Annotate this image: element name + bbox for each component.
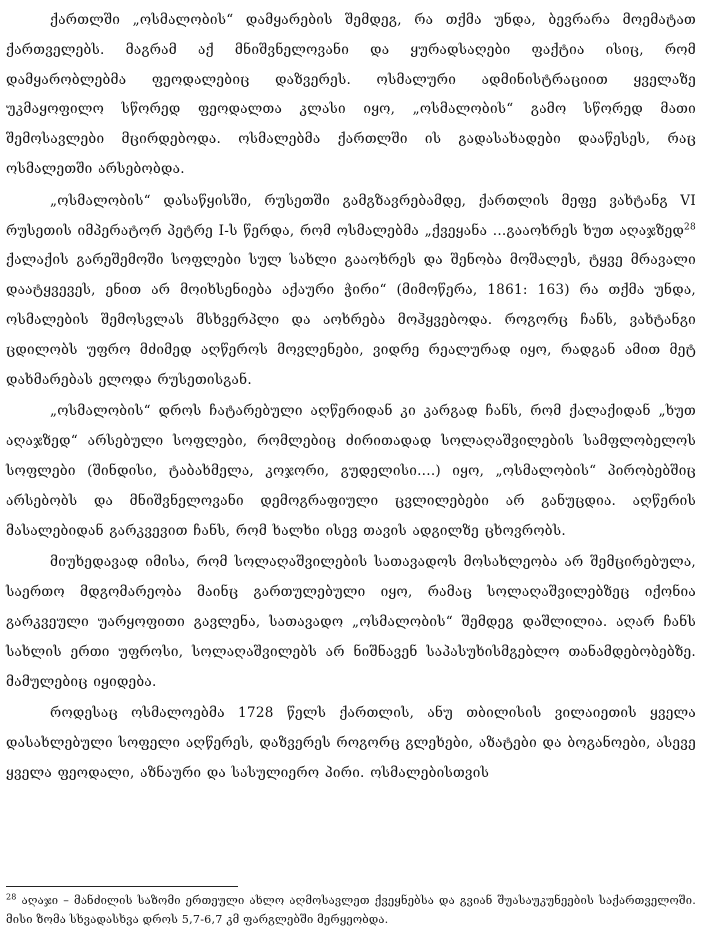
paragraph-2-text-before: „ოსმალობის“ დასაწყისში, რუსეთში გამგზავრებამდე, ქართლის მეფე ვახტანგ VI რუსეთის იმპერატორ პეტრე I-ს წერდა, რომ ოსმალებმა „ქვეყანა ...გააოხრეს ხუთ აღაჯზედ bbox=[6, 192, 696, 239]
paragraph-2-text-after: ქალაქის გარეშემოში სოფლები სულ სახლი გააოხრეს და შენობა მოშალეს, ტყვე მრავალი დაატყვევეს, ენით არ მოიხსენიება აქაური ჭირი“ (მიმოწერა, 1861: 163) რა თქმა უნდა, ოსმალების შემოსვლას მსხვერპლი და აოხრება მოჰყვებოდა. როგორც ჩანს, ვახტანგი ცდილობს უფრო მძიმედ აღწეროს მოვლენები, ვიდრე რეალურად იყო, რადგან ამით მეტ დახმარებას ელოდა რუსეთისგან. bbox=[6, 252, 696, 388]
paragraph-5 bbox=[6, 699, 696, 788]
paragraph-4 bbox=[6, 548, 696, 697]
footnote bbox=[6, 891, 696, 929]
paragraph-4-text: მიუხედავად იმისა, რომ სოლაღაშვილების სათავადოს მოსახლეობა არ შემცირებულა, საერთო მდგომარეობა მაინც გართულებული იყო, რამაც სოლაღაშვილებზეც იქონია გარკვეული უარყოფითი გავლენა, სათავადო „ოსმალობის“ შემდეგ დაშლილია. აღარ ჩანს სახლის ერთი უფროსი, სოლაღაშვილებს არ ნიშნავენ საპასუხისმგებლო თანამდებობებზე. მამულებიც იყიდება. bbox=[6, 554, 696, 690]
footnote-text: აღაჯი – მანძილის საზომი ერთეული ახლო აღმოსავლეთ ქვეყნებსა და გვიან შუასაუკუნეების საქართველოში. მისი ზომა სხვადასხვა დროს 5,7-6,7 კმ ფარგლებში მერყეობდა. bbox=[6, 894, 696, 926]
paragraph-5-text: როდესაც ოსმალოებმა 1728 წელს ქართლის, ანუ თბილისის ვილაიეთის ყველა დასახლებული სოფელი აღწერეს, დაზვერეს როგორც გლეხები, აზატები და ბოგანოები, ასევე ყველა ფეოდალი, აზნაური და სასულიერო პირი. ოსმალებისთვის bbox=[6, 705, 696, 781]
footnote-mark: 28 bbox=[6, 892, 17, 902]
footnote-reference[interactable]: 28 bbox=[684, 222, 696, 233]
footnote-divider bbox=[6, 886, 238, 887]
paragraph-2 bbox=[6, 187, 696, 396]
body-text bbox=[6, 6, 696, 791]
paragraph-1-text: ქართლში „ოსმალობის“ დამყარების შემდეგ, რა თქმა უნდა, ბევრარა მოემატათ ქართველებს. მაგრამ აქ მნიშვნელოვანი და ყურადსაღები ფაქტია ისიც, რომ დამყარობლებმა ფეოდალებიც დაზვერეს. ოსმალური ადმინისტრაციით ყველაზე უკმაყოფილო სწორედ ფეოდალთა კლასი იყო, „ოსმალობის“ გამო სწორედ მათი შემოსავლები მცირდებოდა. ოსმალებმა ქართლში ის გადასახადები დააწესეს, რაც ოსმალეთში არსებობდა. bbox=[6, 12, 696, 177]
paragraph-1 bbox=[6, 6, 696, 185]
paragraph-3 bbox=[6, 397, 696, 546]
paragraph-3-text: „ოსმალობის“ დროს ჩატარებული აღწერიდან კი კარგად ჩანს, რომ ქალაქიდან „ხუთ აღაჯზედ“ არსებული სოფლები, რომლებიც ძირითადად სოლაღაშვილების სამფლობელოს სოფლები (შინდისი, ტაბახმელა, კოჯორი, გუდელისი....) იყო, „ოსმალობის“ პირობებშიც არსებობს და მნიშვნელოვანი დემოგრაფიული ცვლილებები არ განუცდია. აღწერის მასალებიდან გარკვევით ჩანს, რომ ხალხი ისევ თავის ადგილზე ცხოვრობს. bbox=[6, 403, 696, 539]
